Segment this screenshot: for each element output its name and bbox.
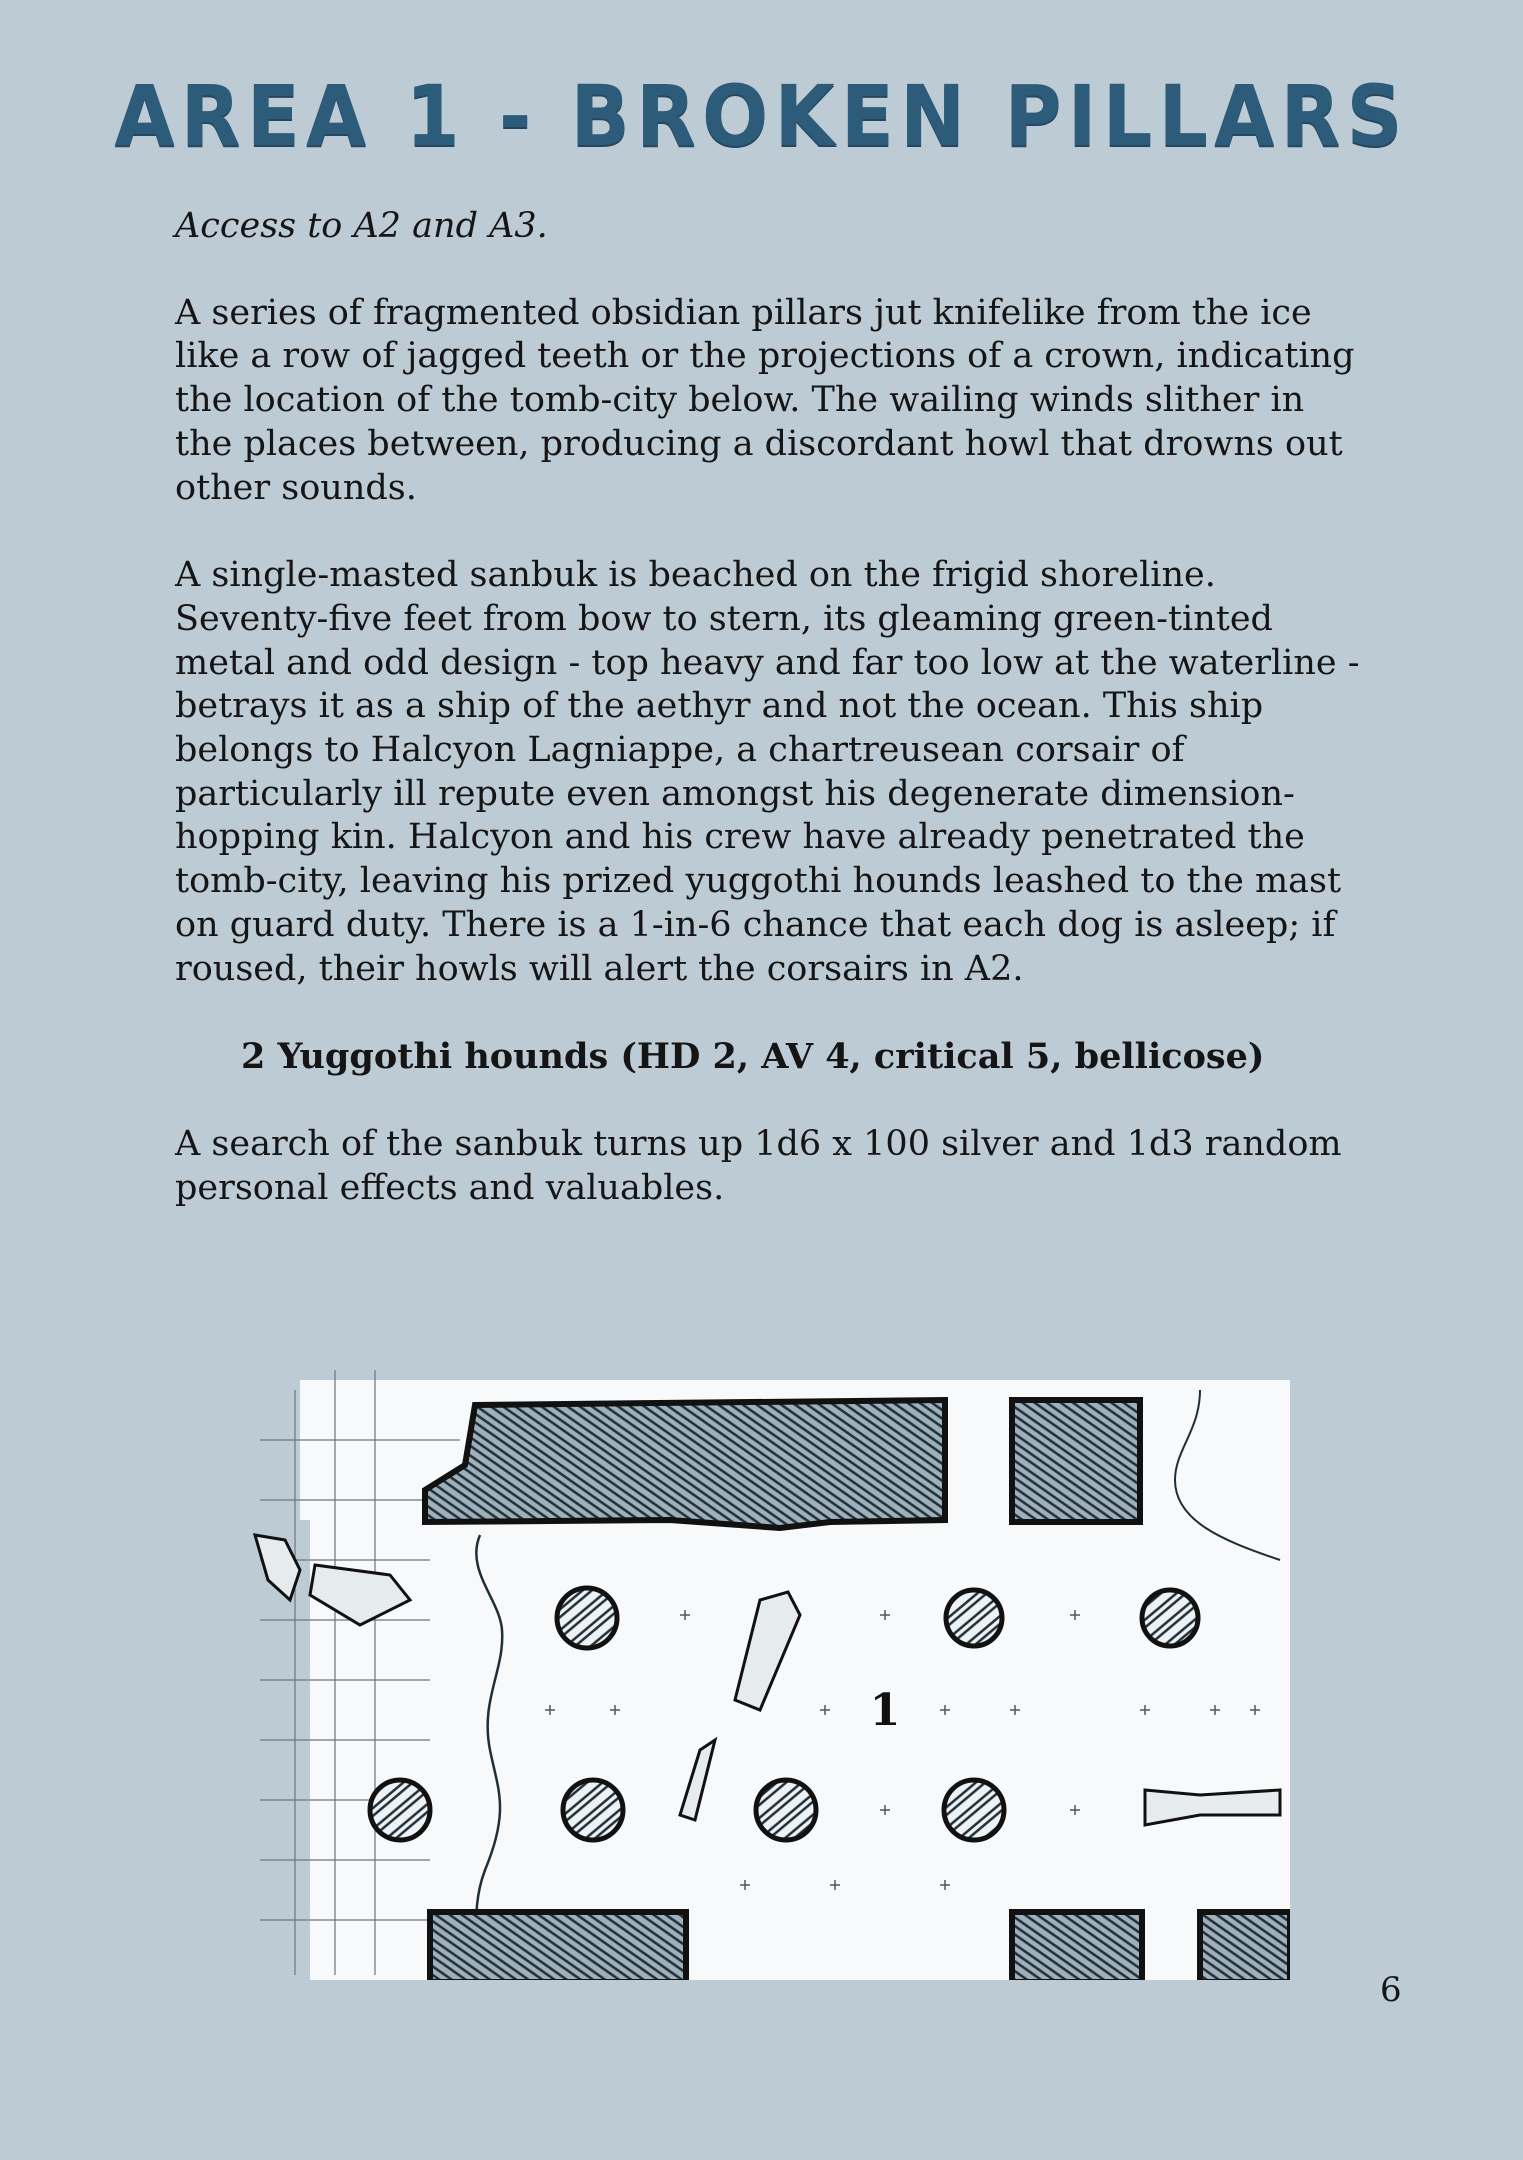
page-title: AREA 1 - BROKEN PILLARS: [114, 68, 1409, 166]
pillar: [557, 1588, 617, 1648]
wall-block-top-right: [1012, 1400, 1140, 1522]
pillar: [756, 1780, 816, 1840]
area-map: [240, 1370, 1290, 1980]
pillar: [370, 1780, 430, 1840]
body-text: [175, 205, 1365, 1210]
wall-block-bottom-right: [1200, 1912, 1290, 1980]
wall-block-bottom-mid: [1012, 1912, 1142, 1980]
pillar: [944, 1780, 1004, 1840]
area-number: 1: [869, 1685, 901, 1736]
search-paragraph: A search of the sanbuk turns up 1d6 x 100 silver and 1d3 random personal effects and valuables.: [175, 1123, 1342, 1208]
map-left-edge: [240, 1520, 310, 1980]
sanbuk-paragraph: A single-masted sanbuk is beached on the frigid shoreline. Seventy-five feet from bow to stern, its gleaming green-tinted metal and odd design - top heavy and far too low at the waterline - betrays it as a ship of the aethyr and not the ocean. This ship belongs to Halcyon Lagniappe, a chartreusean corsair of particularly ill repute even amongst his degenerate dimension-hopping kin. Halcyon and his crew have already penetrated the tomb-city, leaving his prized yuggothi hounds leashed to the mast on guard duty. There is a 1-in-6 chance that each dog is asleep; if roused, their howls will alert the corsairs in A2.: [175, 555, 1360, 989]
wall-block-top: [425, 1400, 945, 1528]
pillar: [563, 1780, 623, 1840]
monster-statblock: 2 Yuggothi hounds (HD 2, AV 4, critical 5, bellicose): [241, 1036, 1265, 1078]
access-line: Access to A2 and A3.: [175, 206, 548, 246]
description-paragraph: A series of fragmented obsidian pillars jut knifelike from the ice like a row of jagged teeth or the projections of a crown, indicating the location of the tomb-city below. The wailing winds slither in the places between, producing a discordant howl that drowns out other sounds.: [175, 292, 1355, 508]
pillar: [946, 1590, 1002, 1646]
wall-block-bottom-left: [430, 1912, 686, 1980]
pillar: [1142, 1590, 1198, 1646]
page-number: 6: [1380, 1970, 1402, 2010]
